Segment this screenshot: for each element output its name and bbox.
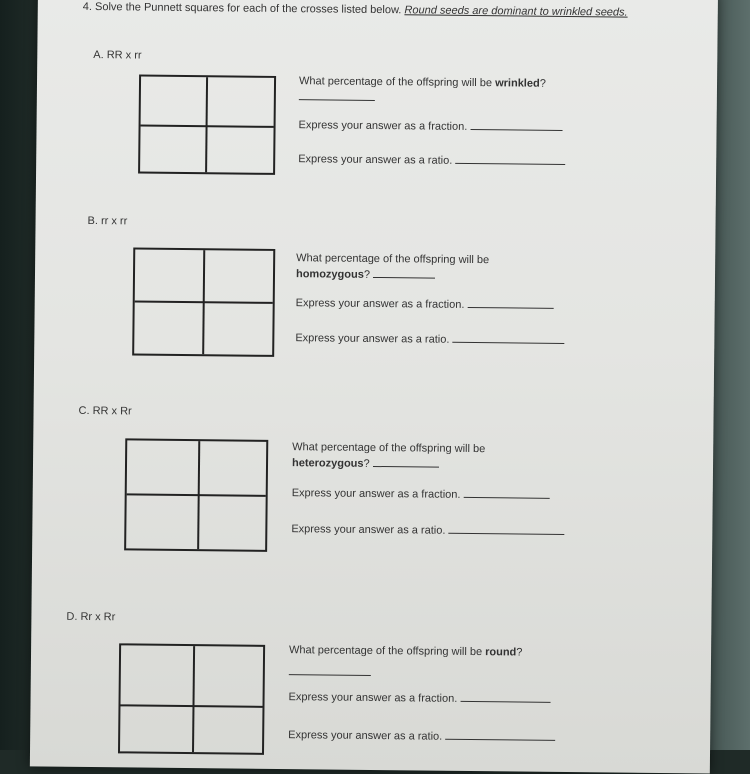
instructions (83, 1, 663, 20)
question-number: 4. (82, 0, 93, 14)
percentage-answer-blank[interactable] (373, 267, 435, 279)
percentage-answer-blank[interactable] (373, 456, 439, 468)
grid-divider (192, 646, 195, 752)
punnett-square-d (118, 643, 265, 755)
question-keyword: round (485, 646, 517, 659)
problem-d-fraction: Express your answer as a fraction. (289, 689, 551, 706)
instructions-emphasis: Round seeds are dominant to wrinkled seeds. (404, 4, 628, 19)
fraction-answer-blank[interactable] (467, 297, 553, 309)
fraction-answer-blank[interactable] (463, 487, 549, 499)
problem-c-label: C. RR x Rr (78, 404, 132, 418)
problem-b-fraction: Express your answer as a fraction. (296, 295, 554, 312)
problem-b-label: B. rr x rr (87, 214, 128, 228)
problem-a-question: What percentage of the offspring will be wrinkled? (299, 74, 599, 108)
question-keyword: heterozygous (291, 457, 364, 470)
grid-divider (127, 493, 266, 496)
instructions-text: Solve the Punnett squares for each of the crosses listed below. (94, 1, 402, 17)
fraction-answer-blank[interactable] (470, 119, 562, 131)
problem-d-ratio: Express your answer as a ratio. (288, 727, 555, 744)
punnett-square-c (124, 438, 268, 551)
problem-c-ratio: Express your answer as a ratio. (291, 521, 564, 538)
problem-d-label: D. Rr x Rr (66, 610, 116, 624)
problem-d-question: What percentage of the offspring will be round? (289, 643, 609, 683)
problem-c-fraction: Express your answer as a fraction. (292, 485, 550, 502)
fraction-answer-blank[interactable] (460, 691, 550, 703)
percentage-answer-blank[interactable] (289, 664, 371, 676)
ratio-answer-blank[interactable] (448, 523, 564, 535)
question-keyword: wrinkled (495, 77, 540, 90)
problem-b-question: What percentage of the offspring will be homozygous? (295, 252, 490, 281)
ratio-answer-blank[interactable] (445, 729, 555, 741)
problem-b-ratio: Express your answer as a ratio. (295, 330, 564, 347)
punnett-square-a (138, 75, 276, 175)
question-keyword: homozygous (295, 268, 364, 281)
punnett-square-b (132, 247, 275, 356)
ratio-answer-blank[interactable] (452, 332, 564, 344)
percentage-answer-blank[interactable] (299, 89, 375, 101)
problem-c-question: What percentage of the offspring will be heterozygous? (291, 441, 486, 470)
problem-a-fraction: Express your answer as a fraction. (299, 117, 563, 134)
worksheet-page (30, 0, 718, 774)
ratio-answer-blank[interactable] (455, 153, 565, 165)
problem-a-ratio: Express your answer as a ratio. (298, 151, 565, 168)
problem-a-label: A. RR x rr (93, 49, 142, 62)
